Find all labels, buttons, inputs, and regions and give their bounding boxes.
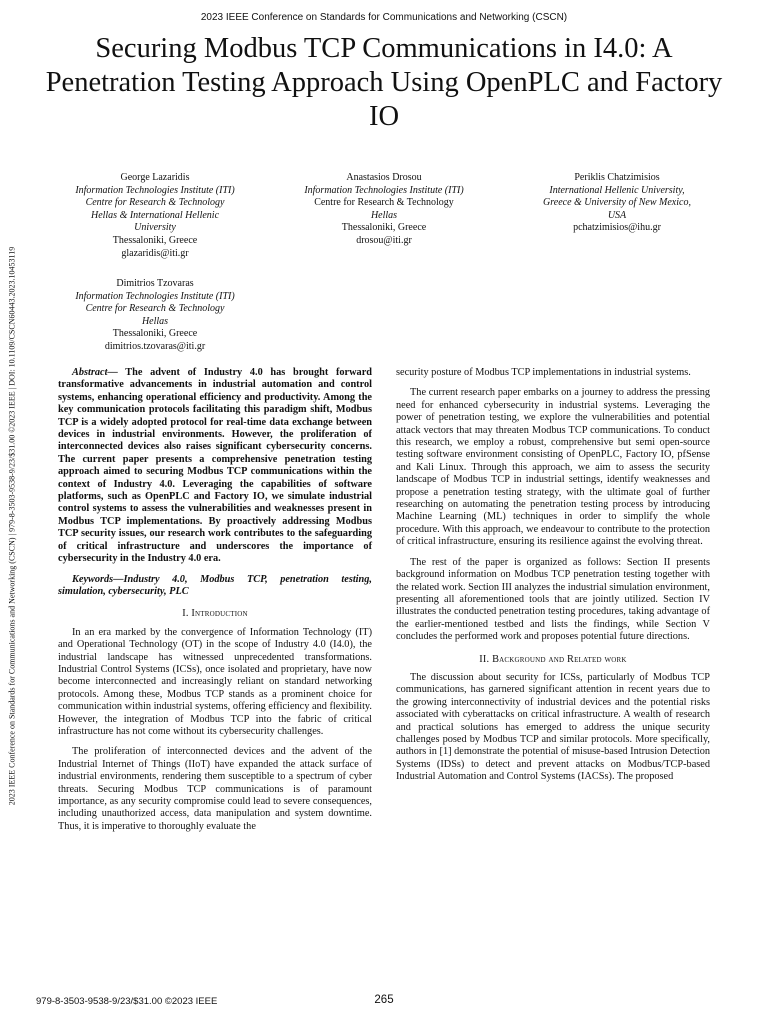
doi-sidebar-text: 2023 IEEE Conference on Standards for Communications and Networking (CSCN) | 979-8-3503-9538-9/23/$31.00 ©2023 IEEE | DOI: 10.1109/CSCN60443.2023.10453119 — [7, 246, 17, 806]
paper-title: Securing Modbus TCP Communications in I4.0: A Penetration Testing Approach Using OpenPLC and Factory IO — [45, 33, 723, 132]
author-name: Dimitrios Tzovaras — [116, 278, 194, 289]
author-affiliation: Information Technologies Institute (ITI) — [304, 184, 464, 196]
paragraph: The proliferation of interconnected devices and the advent of the Industrial Internet of Things (IIoT) have expanded the attack surface of industrial environments, rendering them susceptible to a spectrum of cyber threats. Securing Modbus TCP communications is of paramount importance, as any security compromise could lead to severe consequences, including unauthorized access, data manipulation and system downtime. Thus, it is imperative to thoroughly evaluate the — [58, 746, 372, 832]
page-number: 265 — [374, 994, 394, 1006]
author-name: George Lazaridis — [120, 172, 190, 183]
section-heading-introduction: I. Introduction — [182, 608, 248, 620]
author-block-3 — [508, 172, 726, 235]
paragraph: The discussion about security for ICSs, particularly of Modbus TCP communications, has garnered significant attention in recent years due to the growing interconnectivity of industrial devices and the potential risks associated with cyberattacks on critical infrastructure. A wealth of research and practical solutions has emerged to address the unique security challenges posed by Modbus TCP and similar protocols. More specifically, authors in [1] demonstrate the potential of misuse-based Intrusion Detection Systems (IDSs) to detect and prevent attacks on Modbus/TCP-based Industrial Automation and Control Systems (IACSs). The proposed — [396, 671, 710, 783]
author-email[interactable]: pchatzimisios@ihu.gr — [573, 222, 661, 234]
author-block-4 — [48, 278, 262, 354]
author-block-1 — [48, 172, 262, 260]
author-affiliation: Hellas — [370, 209, 398, 221]
author-affiliation: Centre for Research & Technology — [85, 197, 225, 209]
author-affiliation: Hellas & International Hellenic — [90, 209, 220, 221]
author-email[interactable]: dimitrios.tzovaras@iti.gr — [104, 340, 206, 352]
author-block-2 — [276, 172, 492, 248]
author-affiliation: Information Technologies Institute (ITI) — [75, 184, 235, 196]
author-email[interactable]: drosou@iti.gr — [356, 234, 412, 246]
conference-header: 2023 IEEE Conference on Standards for Communications and Networking (CSCN) — [200, 12, 568, 23]
author-affiliation: Hellas — [141, 315, 169, 327]
author-name: Anastasios Drosou — [346, 172, 422, 183]
footer-isbn: 979-8-3503-9538-9/23/$31.00 ©2023 IEEE — [36, 996, 218, 1007]
right-column — [396, 367, 710, 792]
paragraph: The rest of the paper is organized as follows: Section II presents background information on Modbus TCP penetration testing together with the related work. Section III analyzes the industrial simulation environment, presenting all aforementioned tools that are jointly utilized. Section IV illustrates the conducted penetration testing procedures, taking advantage of the earlier-mentioned testbed and lists the findings, while Section V concludes the performed work and proposes potential future directions. — [396, 556, 710, 643]
paragraph: In an era marked by the convergence of Information Technology (IT) and Operational Technology (OT) in the scope of Industry 4.0 (I4.0), the industrial landscape has witnessed unprecedented transformations. Industrial Control Systems (ICSs), once isolated and proprietary, have now become interconnected and increasingly reliant on standard networking protocols. Among these, Modbus TCP stands as a prominent choice for communication within industrial systems, offering efficiency and flexibility. However, the integration of Modbus TCP into the fabric of critical infrastructure has not come without its cybersecurity challenges. — [58, 626, 372, 737]
author-affiliation: International Hellenic University, — [549, 184, 685, 196]
author-affiliation: Information Technologies Institute (ITI) — [75, 290, 235, 302]
abstract — [58, 367, 372, 566]
doi-sidebar — [4, 176, 20, 876]
paragraph: security posture of Modbus TCP implementations in industrial systems. — [396, 367, 691, 378]
left-column — [58, 367, 372, 841]
author-affiliation — [276, 197, 492, 210]
author-location: Thessaloniki, Greece — [112, 328, 198, 340]
author-location: Thessaloniki, Greece — [341, 222, 427, 234]
author-affiliation: University — [134, 222, 176, 234]
author-name: Periklis Chatzimisios — [574, 172, 660, 183]
paragraph: The current research paper embarks on a journey to address the pressing need for enhanced cybersecurity in industrial systems. Leveraging the power of penetration testing, we explore the vulnerabilities and potential attack vectors that may threaten Modbus TCP communications. To conduct this research, we employ a robust, comprehensive but semi open-source testing software environment consisting of OpenPLC, Factory IO, pfSense and Kali Linux. Through this approach, we aim to assess the security landscape of Modbus TCP in industrial settings, identify weaknesses and propose a penetration testing strategy, with the ultimate goal of further researching on automating the penetration testing process by introducing Machine Learning (ML) techniques in order to simplify the whole procedure. With this approach, we endeavour to contribute to the protection of critical infrastructure, ensuring its resilience against the evolving threat. — [396, 387, 710, 548]
section-heading-background: II. Background and Related work — [479, 653, 627, 665]
abstract-text: The advent of Industry 4.0 has brought forward transformative advancements in industrial automation and control systems, enhancing operational efficiency and productivity. Among the key communication protocols facilitating this paradigm shift, Modbus TCP is a widely adopted protocol for real-time data exchange between devices in industrial environments. However, the proliferation of interconnected devices also raises significant cybersecurity concerns. The current paper presents a comprehensive penetration testing approach aimed to securing Modbus TCP communications within the context of Industry 4.0. Leveraging the capabilities of software platforms, such as OpenPLC and Factory IO, we simulate industrial control systems to assess the vulnerabilities and weaknesses present in Modbus TCP implementations. By proactively addressing Modbus TCP security issues, our research work contributes to the safeguarding of critical infrastructure and underscores the importance of cybersecurity in the Industry 4.0 era. — [58, 367, 372, 565]
abstract-lead: Abstract— — [72, 367, 118, 378]
keywords: Keywords—Industry 4.0, Modbus TCP, penetration testing, simulation, cybersecurity, PLC — [58, 573, 372, 597]
author-affiliation: Centre for Research & Technology — [85, 303, 225, 315]
author-affiliation: Greece & University of New Mexico, — [543, 197, 691, 209]
author-location: Thessaloniki, Greece — [112, 234, 198, 246]
author-email[interactable]: glazaridis@iti.gr — [121, 247, 189, 259]
author-affiliation: USA — [607, 209, 627, 221]
author-affiliation-text: Centre for Research & Technology — [314, 197, 454, 209]
